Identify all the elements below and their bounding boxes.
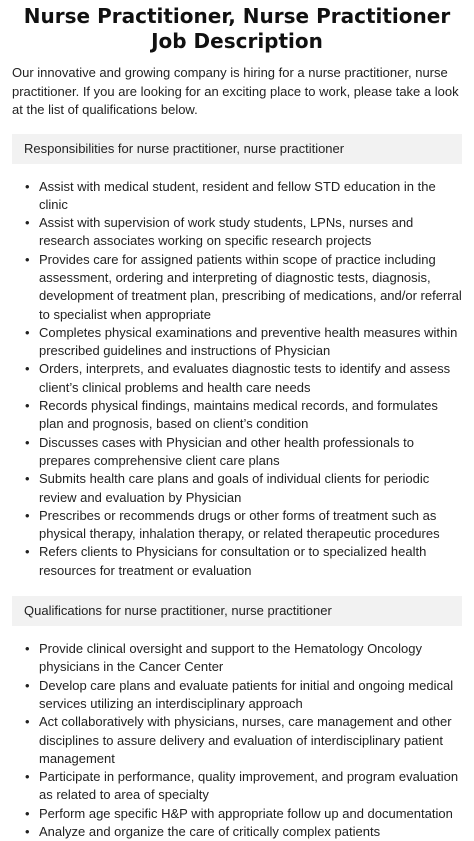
list-item [25,324,462,361]
list-item-text: Provide clinical oversight and support to the Hematology Oncology physicians in the Cancer Center [39,641,422,675]
bullet-icon: • [25,824,30,839]
list-item [25,677,462,714]
bullet-icon: • [25,641,30,657]
list-item [25,805,462,823]
list-item-text: Assist with supervision of work study students, LPNs, nurses and research associates working on specific research projects [39,215,414,249]
list-item [25,470,462,507]
list-item [25,768,462,805]
list-item-text: Act collaboratively with physicians, nurses, care management and other disciplines to assure delivery and evaluation of interdisciplinary patient management [39,714,452,766]
responsibilities-list [12,178,462,581]
list-item [25,214,462,251]
list-item [25,251,462,324]
bullet-icon: • [25,769,30,785]
list-item-text: Provides care for assigned patients within scope of practice including assessment, ordering and interpreting of diagnostic tests, diagnosis, development of treatment plan, prescribing of medications, and/or referral to specialist when appropriate [39,251,462,322]
list-item [25,434,462,471]
intro-paragraph: Our innovative and growing company is hiring for a nurse practitioner, nurse practitioner. If you are looking for an exciting place to work, please take a look at the list of qualifications below. [12,65,459,117]
list-item-text: Refers clients to Physicians for consultation or to specialized health resources for treatment or evaluation [39,544,427,578]
responsibilities-header: Responsibilities for nurse practitioner, nurse practitioner [12,134,462,164]
list-item-text: Prescribes or recommends drugs or other forms of treatment such as physical therapy, inhalation therapy, or related therapeutic procedures [39,507,440,542]
bullet-icon: • [25,324,30,340]
list-item [25,507,462,544]
bullet-icon: • [25,544,30,560]
list-item-text: Participate in performance, quality improvement, and program evaluation as related to area of specialty [39,769,459,803]
bullet-icon: • [25,398,30,414]
bullet-icon: • [25,471,30,487]
list-item [25,397,462,434]
bullet-icon: • [25,215,30,231]
list-item [25,640,462,677]
bullet-icon: • [25,361,30,377]
list-item-text: Submits health care plans and goals of individual clients for periodic review and evaluation by Physician [39,471,430,505]
list-item-text: Develop care plans and evaluate patients for initial and ongoing medical services utilizing an interdisciplinary approach [39,677,454,711]
bullet-icon: • [25,178,30,194]
bullet-icon: • [25,677,30,693]
bullet-icon: • [25,251,30,267]
list-item-text: Orders, interprets, and evaluates diagnostic tests to identify and assess client’s clinical problems and health care needs [39,361,451,395]
qualifications-header: Qualifications for nurse practitioner, nurse practitioner [12,596,462,626]
bullet-icon: • [25,805,30,821]
list-item [25,823,462,841]
page-title: Nurse Practitioner, Nurse Practitioner Job Description [23,4,451,53]
list-item-text: Completes physical examinations and preventive health measures within prescribed guidelines and instructions of Physician [39,324,458,359]
bullet-icon: • [25,714,30,730]
list-item [25,360,462,397]
qualifications-list [12,640,462,841]
list-item-text: Discusses cases with Physician and other health professionals to prepares comprehensive client care plans [39,434,415,468]
list-item-text: Analyze and organize the care of critically complex patients [39,824,381,839]
list-item-text: Assist with medical student, resident and fellow STD education in the clinic [39,178,436,212]
list-item [25,713,462,768]
list-item-text: Records physical findings, maintains medical records, and formulates plan and prognosis, based on client’s condition [39,398,438,432]
bullet-icon: • [25,507,30,523]
bullet-icon: • [25,434,30,450]
list-item [25,543,462,580]
list-item-text: Perform age specific H&P with appropriate follow up and documentation [39,805,453,821]
list-item [25,178,462,215]
